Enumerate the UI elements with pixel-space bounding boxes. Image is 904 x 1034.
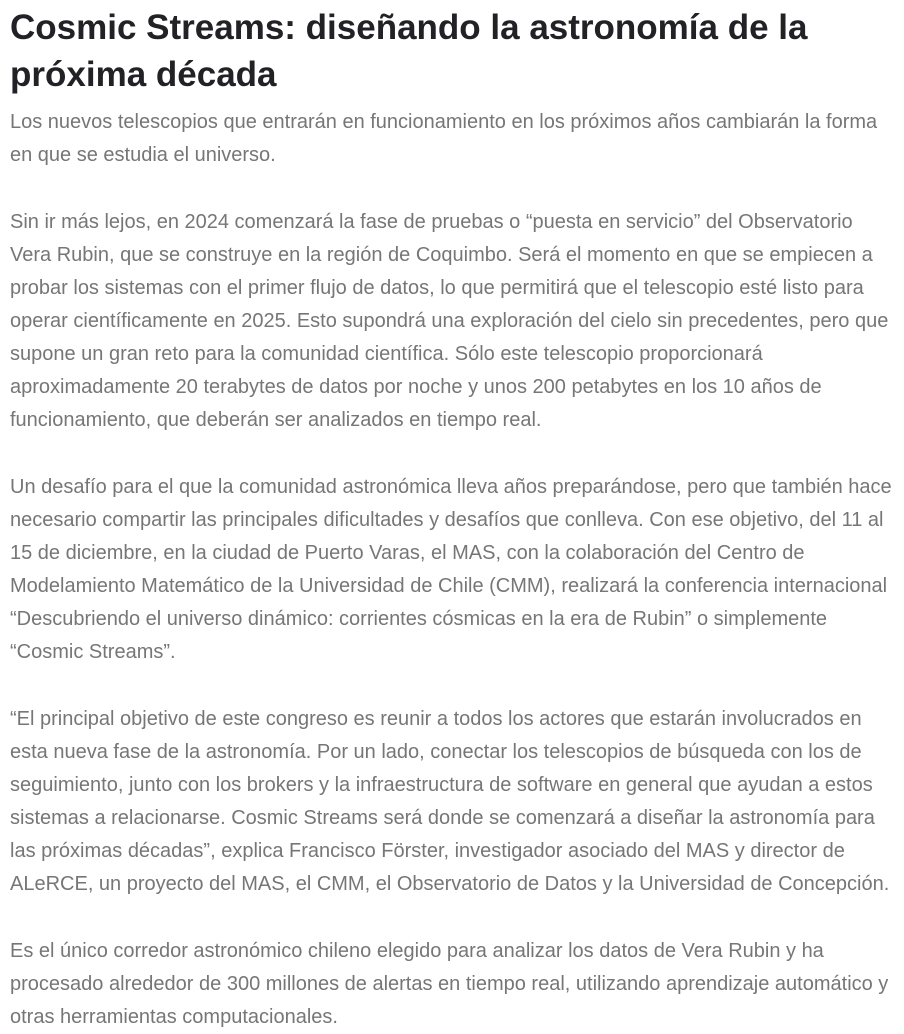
article-paragraph-2: Sin ir más lejos, en 2024 comenzará la fase de pruebas o “puesta en servicio” del Observatorio Vera Rubin, que se construye en la región de Coquimbo. Será el momento en que se empiecen a probar los sistemas con el primer flujo de datos, lo que permitirá que el telescopio esté listo para operar científicamente en 2025. Esto supondrá una exploración del cielo sin precedentes, pero que supone un gran reto para la comunidad científica. Sólo este telescopio proporcionará aproximadamente 20 terabytes de datos por noche y unos 200 petabytes en los 10 años de funcionamiento, que deberán ser analizados en tiempo real.	[10, 211, 889, 431]
article-paragraph-4: “El principal objetivo de este congreso es reunir a todos los actores que estarán involucrados en esta nueva fase de la astronomía. Por un lado, conectar los telescopios de búsqueda con los de seguimiento, junto con los brokers y la infraestructura de software en general que ayudan a estos sistemas a relacionarse. Cosmic Streams será donde se comenzará a diseñar la astronomía para las próximas décadas”, explica Francisco Förster, investigador asociado del MAS y director de ALeRCE, un proyecto del MAS, el CMM, el Observatorio de Datos y la Universidad de Concepción.	[10, 708, 890, 895]
article-paragraph-1: Los nuevos telescopios que entrarán en funcionamiento en los próximos años cambiarán la forma en que se estudia el universo.	[10, 111, 878, 166]
article-title: Cosmic Streams: diseñando la astronomía de la próxima década	[10, 8, 808, 94]
article-body	[10, 106, 892, 1034]
article-paragraph-3: Un desafío para el que la comunidad astronómica lleva años preparándose, pero que también hace necesario compartir las principales dificultades y desafíos que conlleva. Con ese objetivo, del 11 al 15 de diciembre, en la ciudad de Puerto Varas, el MAS, con la colaboración del Centro de Modelamiento Matemático de la Universidad de Chile (CMM), realizará la conferencia internacional “Descubriendo el universo dinámico: corrientes cósmicas en la era de Rubin” o simplemente “Cosmic Streams”.	[10, 476, 892, 663]
article-paragraph-5: Es el único corredor astronómico chileno elegido para analizar los datos de Vera Rubin y ha procesado alrededor de 300 millones de alertas en tiempo real, utilizando aprendizaje automático y otras herramientas computacionales.	[10, 940, 889, 1028]
